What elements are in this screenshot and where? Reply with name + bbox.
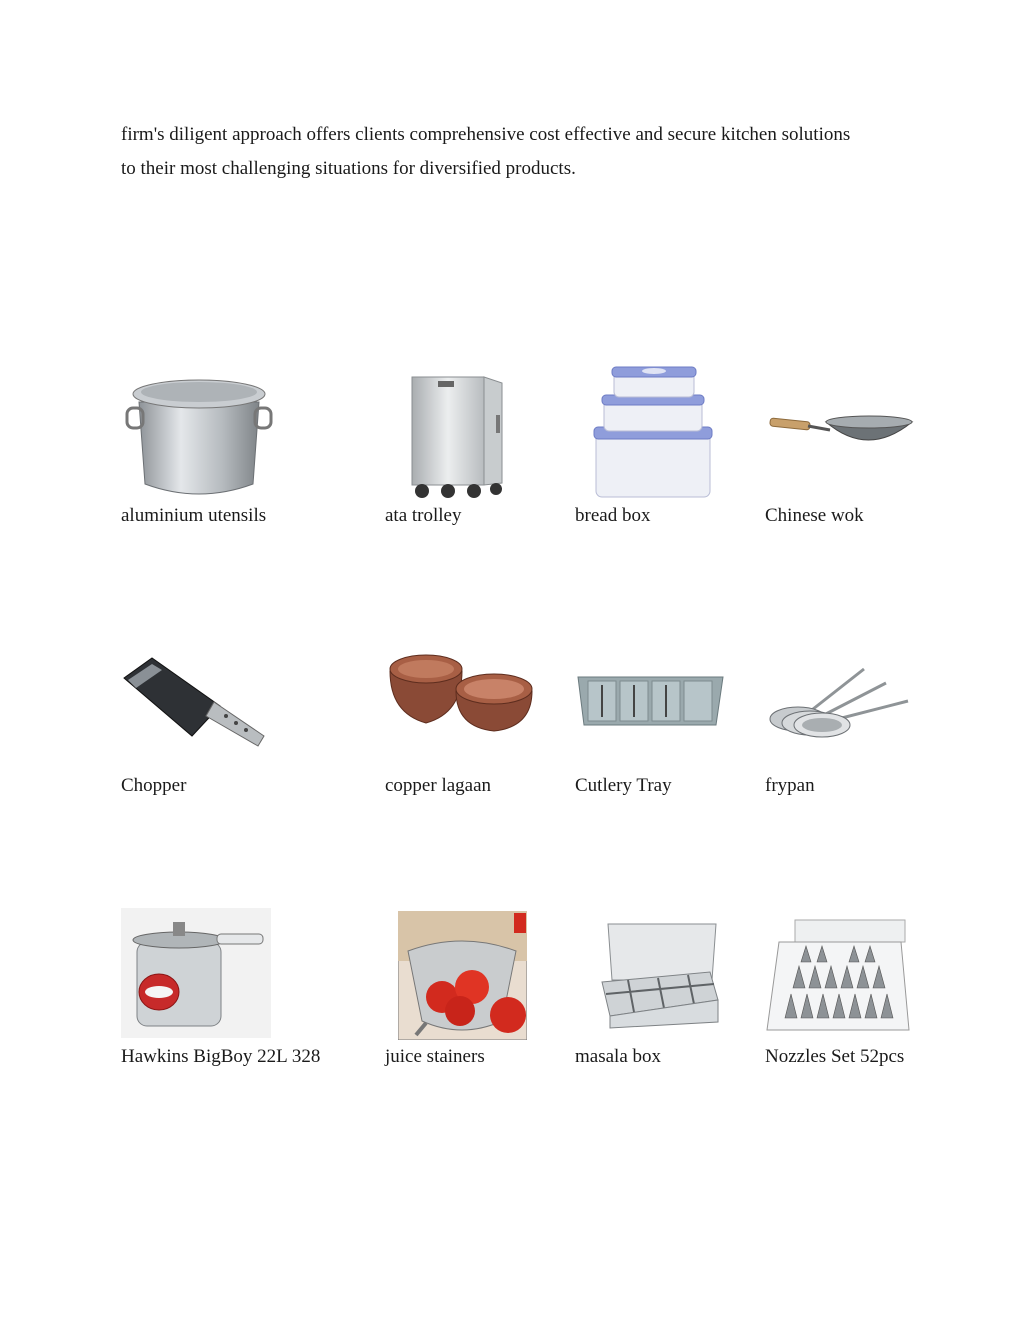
intro-line-2: to their most challenging situations for diversified products. [121,158,576,179]
nozzle-set-icon [765,918,911,1034]
product-label: Chopper [121,775,187,796]
product-label: Chinese wok [765,505,864,526]
product-label: Cutlery Tray [575,775,672,796]
cleaver-icon [122,656,267,748]
bread-box-icon [592,363,714,501]
frypan-icon [768,667,912,739]
wok-icon [768,408,914,454]
pressure-cooker-icon [121,908,271,1038]
product-label: Nozzles Set 52pcs [765,1046,905,1067]
product-label: Hawkins BigBoy 22L 328 [121,1046,321,1067]
product-label: ata trolley [385,505,462,526]
product-label: frypan [765,775,815,796]
product-label: juice stainers [385,1046,485,1067]
intro-paragraph [121,118,921,186]
product-label: bread box [575,505,651,526]
masala-box-icon [598,920,720,1030]
product-label: aluminium utensils [121,505,267,526]
product-label: copper lagaan [385,775,492,796]
strainer-icon [398,911,527,1040]
aluminium-pot-icon [125,372,273,500]
cutlery-tray-icon [576,671,725,731]
product-label: masala box [575,1046,662,1067]
copper-pot-icon [386,653,534,733]
trolley-icon [408,375,505,500]
intro-line-1: firm's diligent approach offers clients comprehensive cost effective and secure kitchen solutions [121,124,851,145]
